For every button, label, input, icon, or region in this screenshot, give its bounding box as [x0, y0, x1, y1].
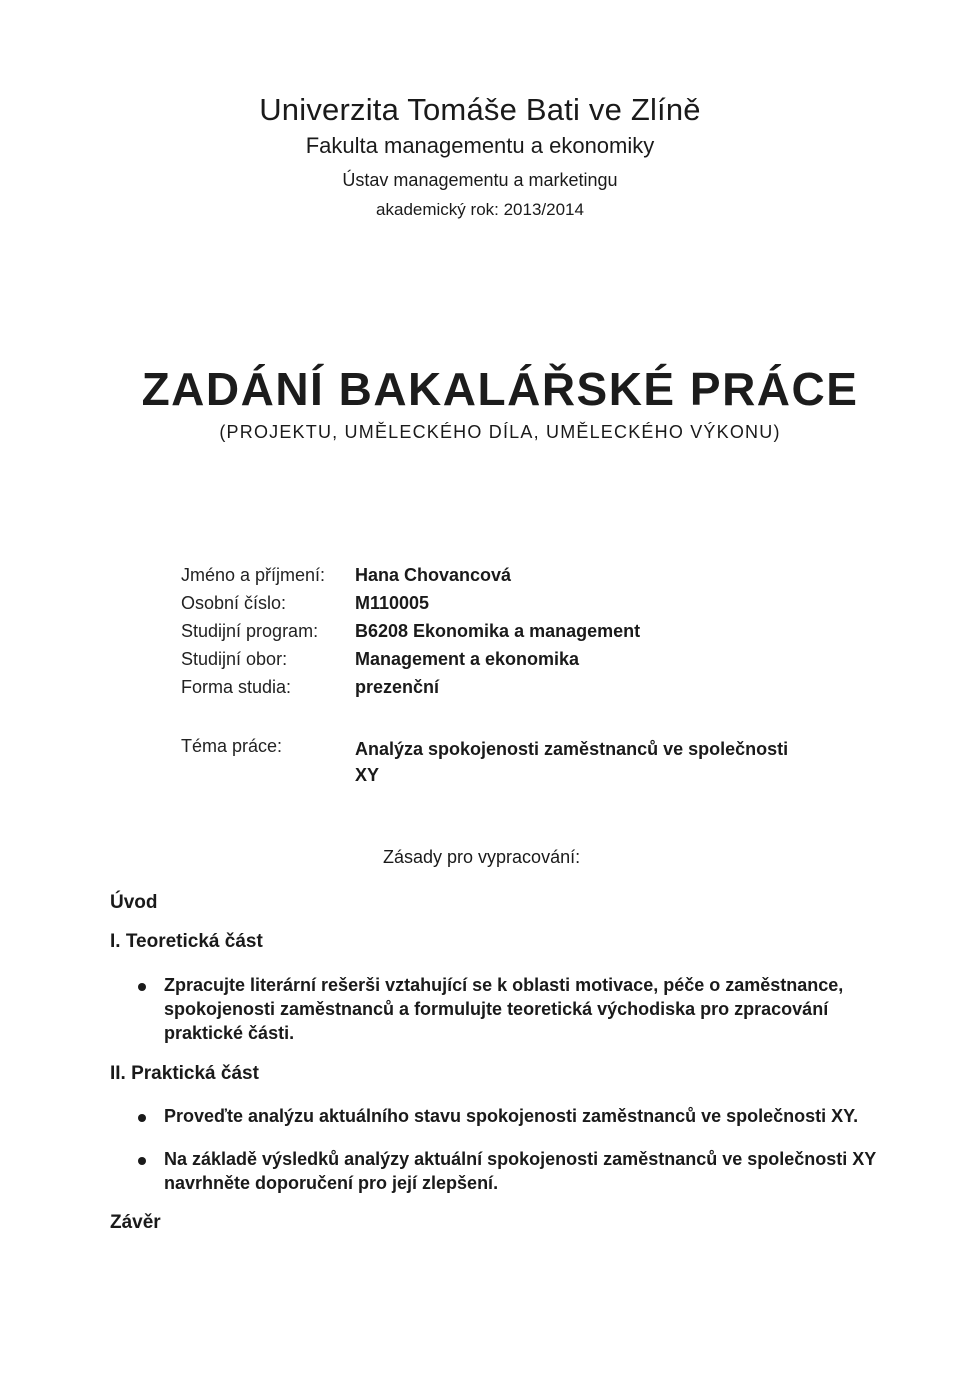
- study-program-label: Studijní program:: [181, 621, 319, 641]
- list-item: Na základě výsledků analýzy aktuální spokojenosti zaměstnanců ve společnosti XY navrhněte doporučení pro její zlepšení.: [164, 1149, 876, 1193]
- field-of-study-value: Management a ekonomika: [355, 649, 580, 669]
- name-value: Hana Chovancová: [355, 565, 512, 585]
- list-item: Zpracujte literární rešerši vztahující se k oblasti motivace, péče o zaměstnance, spokojenosti zaměstnanců a formulujte teoretická východiska pro zpracování praktické části.: [164, 975, 844, 1043]
- document-subtitle: (PROJEKTU, UMĚLECKÉHO DÍLA, UMĚLECKÉHO VÝKONU): [219, 422, 781, 442]
- academic-year: akademický rok: 2013/2014: [376, 200, 584, 219]
- conclusion-heading: Závěr: [110, 1212, 161, 1233]
- faculty-name: Fakulta managementu a ekonomiky: [305, 133, 655, 158]
- bullet-icon: [138, 1114, 146, 1122]
- topic-value: Analýza spokojenosti zaměstnanců ve společnosti XY: [355, 739, 789, 785]
- intro-heading: Úvod: [110, 892, 158, 913]
- field-of-study-label: Studijní obor:: [181, 649, 288, 669]
- topic-label: Téma práce:: [181, 736, 283, 756]
- name-label: Jméno a příjmení:: [181, 565, 326, 585]
- practical-part-heading: II. Praktická část: [110, 1063, 259, 1084]
- study-program-value: B6208 Ekonomika a management: [355, 621, 641, 641]
- university-name: Univerzita Tomáše Bati ve Zlíně: [259, 92, 701, 127]
- bullet-icon: [138, 983, 146, 991]
- personal-number-value: M110005: [355, 593, 430, 613]
- institute-name: Ústav managementu a marketingu: [342, 170, 618, 190]
- principles-heading: Zásady pro vypracování:: [383, 847, 581, 867]
- bullet-icon: [138, 1157, 146, 1165]
- document-title: ZADÁNÍ BAKALÁŘSKÉ PRÁCE: [141, 363, 859, 415]
- study-form-label: Forma studia:: [181, 677, 292, 697]
- list-item: Proveďte analýzu aktuálního stavu spokojenosti zaměstnanců ve společnosti XY.: [164, 1106, 859, 1126]
- personal-number-label: Osobní číslo:: [181, 593, 287, 613]
- study-form-value: prezenční: [355, 677, 440, 697]
- theory-part-heading: I. Teoretická část: [110, 931, 263, 952]
